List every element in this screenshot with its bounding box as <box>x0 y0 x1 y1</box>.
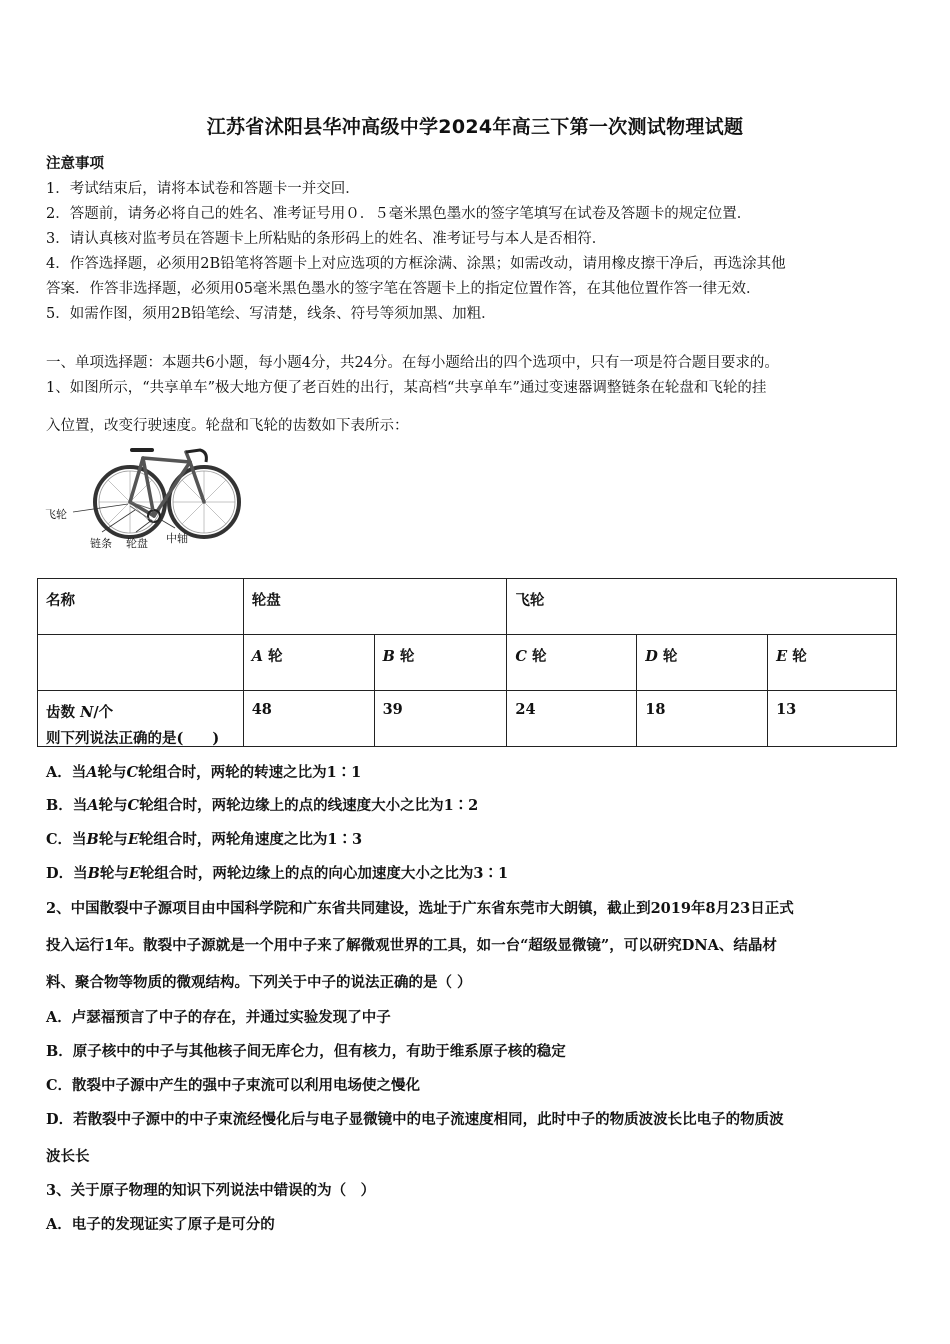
label-axle: 中轴 <box>166 532 188 545</box>
q2-option-d-line-1: D．若散裂中子源中的中子束流经慢化后与电子显微镜中的电子流速度相同，此时中子的物质波波长比电子的物质波 <box>46 1111 784 1128</box>
q2-stem-line-3: 料、聚合物等物质的微观结构。下列关于中子的说法正确的是（ ） <box>46 974 472 991</box>
notice-item-4-cont: 答案．作答非选择题，必须用05毫米黑色墨水的签字笔在答题卡上的指定位置作答，在其他位置作答一律无效． <box>46 281 761 297</box>
bicycle-figure <box>40 440 250 552</box>
q2-stem-line-1: 2、中国散裂中子源项目由中国科学院和广东省共同建设，选址于广东省东莞市大朗镇，截止到2019年8月23日正式 <box>46 900 794 917</box>
q2-option-a: A．卢瑟福预言了中子的存在，并通过实验发现了中子 <box>46 1009 391 1026</box>
teeth-a: 48 <box>243 691 374 747</box>
teeth-d: 18 <box>637 691 768 747</box>
wheel-b: B 轮 <box>374 635 507 691</box>
teeth-e: 13 <box>768 691 897 747</box>
header-chainring: 轮盘 <box>243 579 507 635</box>
q3-option-a: A．电子的发现证实了原子是可分的 <box>46 1216 275 1233</box>
notice-item-2: 2．答题前，请务必将自己的姓名、准考证号用０．５毫米黑色墨水的签字笔填写在试卷及答题卡的规定位置． <box>46 206 752 222</box>
teeth-b: 39 <box>374 691 507 747</box>
q1-option-c: C．当B轮与E轮组合时，两轮角速度之比为1∶3 <box>46 831 363 848</box>
notice-item-5: 5．如需作图，须用2B铅笔绘、写清楚，线条、符号等须加黑、加粗． <box>46 306 496 322</box>
label-chain: 链条 <box>90 537 112 550</box>
q1-option-a: A．当A轮与C轮组合时，两轮的转速之比为1∶1 <box>46 764 362 781</box>
table-row <box>38 635 897 691</box>
q1-prompt: 则下列说法正确的是( ) <box>46 730 220 747</box>
label-chainring: 轮盘 <box>126 537 148 550</box>
q1-stem-line-2: 入位置，改变行驶速度。轮盘和飞轮的齿数如下表所示： <box>46 418 409 434</box>
table-cell <box>38 635 244 691</box>
gear-teeth-table <box>37 578 897 747</box>
q2-option-b: B．原子核中的中子与其他核子间无库仑力，但有核力，有助于维系原子核的稳定 <box>46 1043 566 1060</box>
q2-option-c: C．散裂中子源中产生的强中子束流可以利用电场使之慢化 <box>46 1077 421 1094</box>
exam-title: 江苏省沭阳县华冲高级中学2024年高三下第一次测试物理试题 <box>206 116 744 138</box>
notice-item-4: 4．作答选择题，必须用2B铅笔将答题卡上对应选项的方框涂满、涂黑；如需改动，请用橡皮擦干净后，再选涂其他 <box>46 256 786 272</box>
q1-option-d: D．当B轮与E轮组合时，两轮边缘上的点的向心加速度大小之比为3∶1 <box>46 865 509 882</box>
teeth-label: 齿数 N/个 <box>38 691 244 747</box>
header-name: 名称 <box>38 579 244 635</box>
wheel-a: A 轮 <box>243 635 374 691</box>
table-row <box>38 579 897 635</box>
q1-option-b: B．当A轮与C轮组合时，两轮边缘上的点的线速度大小之比为1∶2 <box>46 797 479 814</box>
header-flywheel: 飞轮 <box>507 579 897 635</box>
q1-stem-line-1: 1、如图所示，“共享单车”极大地方便了老百姓的出行，某高档“共享单车”通过变速器调整链条在轮盘和飞轮的挂 <box>46 380 767 396</box>
notice-item-3: 3．请认真核对监考员在答题卡上所粘贴的条形码上的姓名、准考证号与本人是否相符． <box>46 231 607 247</box>
wheel-c: C 轮 <box>507 635 637 691</box>
label-flywheel: 飞轮 <box>45 508 67 521</box>
wheel-d: D 轮 <box>637 635 768 691</box>
q2-stem-line-2: 投入运行1年。散裂中子源就是一个用中子来了解微观世界的工具，如一台“超级显微镜”，可以研究DNA、结晶材 <box>46 937 777 954</box>
wheel-e: E 轮 <box>768 635 897 691</box>
teeth-c: 24 <box>507 691 637 747</box>
section-1-heading: 一、单项选择题：本题共6小题，每小题4分，共24分。在每小题给出的四个选项中，只有一项是符合题目要求的。 <box>46 355 779 371</box>
notice-heading: 注意事项 <box>46 155 104 172</box>
q2-option-d-line-2: 波长长 <box>46 1148 90 1165</box>
q3-stem: 3、关于原子物理的知识下列说法中错误的为（ ） <box>46 1182 376 1199</box>
notice-item-1: 1．考试结束后，请将本试卷和答题卡一并交回． <box>46 181 360 197</box>
